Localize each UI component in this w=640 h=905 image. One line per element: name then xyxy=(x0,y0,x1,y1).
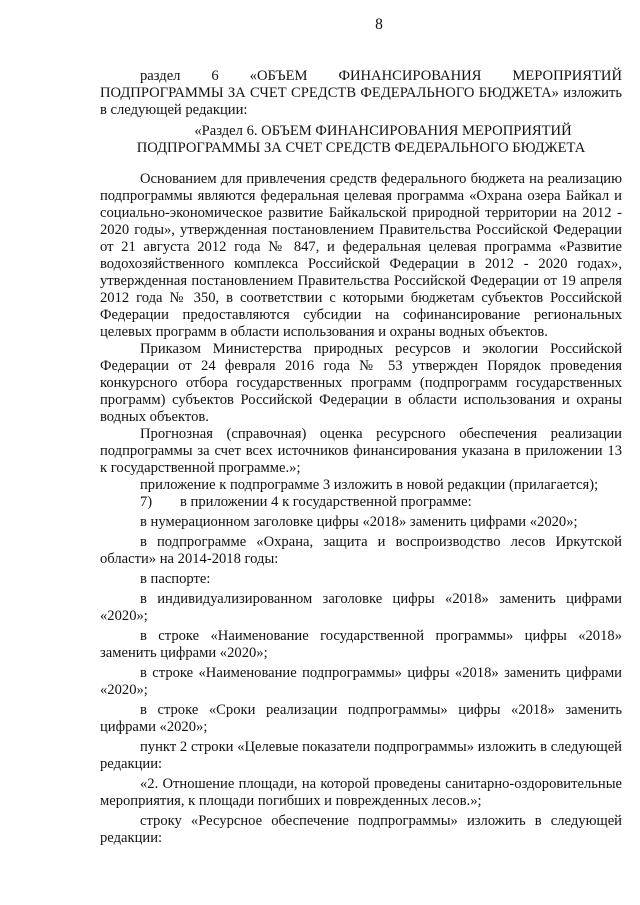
paragraph-passport: в паспорте: xyxy=(140,571,211,587)
paragraph-order: Приказом Министерства природных ресурсов и экологии Российской Федерации от 24 февраля 2016 года № 53 утвержден Порядок проведения конкурсного отбора государственных программ (подпрограмм государственных программ) субъектов Российской Федерации в области использования и охраны водных объектов. xyxy=(100,341,622,425)
paragraph-program-name: в строке «Наименование государственной программы» цифры «2018» заменить цифрами «2020»; xyxy=(100,628,622,661)
paragraph-terms: в строке «Сроки реализации подпрограммы» цифры «2018» заменить цифрами «2020»; xyxy=(100,702,622,735)
paragraph-target-indicators: пункт 2 строки «Целевые показатели подпрограммы» изложить в следующей редакции: xyxy=(100,739,622,772)
paragraph-forecast: Прогнозная (справочная) оценка ресурсного обеспечения реализации подпрограммы за счет всех источников финансирования указана в приложении 13 к государственной программе.»; xyxy=(100,426,622,476)
paragraph-indicator-2: «2. Отношение площади, на которой проведены санитарно-оздоровительные мероприятия, к площади погибших и поврежденных лесов.»; xyxy=(100,776,622,809)
paragraph-resource-support: строку «Ресурсное обеспечение подпрограммы» изложить в следующей редакции: xyxy=(100,813,622,846)
paragraph-subprogram-name: в строке «Наименование подпрограммы» цифры «2018» заменить цифрами «2020»; xyxy=(100,665,622,698)
list-item-7 xyxy=(100,494,622,511)
section-heading-line-1: «Раздел 6. ОБЪЕМ ФИНАНСИРОВАНИЯ МЕРОПРИЯТИЙ xyxy=(194,123,572,139)
list-item-text: в приложении 4 к государственной программе: xyxy=(180,494,472,510)
section-heading-line-2: ПОДПРОГРАММЫ ЗА СЧЕТ СРЕДСТВ ФЕДЕРАЛЬНОГО БЮДЖЕТА xyxy=(136,140,586,156)
paragraph-basis: Основанием для привлечения средств федерального бюджета на реализацию подпрограммы являются федеральная целевая программа «Охрана озера Байкал и социально-экономическое развитие Байкальской природной территории на 2012 - 2020 годы», утвержденная постановлением Правительства Российской Федерации от 21 августа 2012 года № 847, и федеральная целевая программа «Развитие водохозяйственного комплекса Российской Федерации в 2012 - 2020 годах», утвержденная постановлением Правительства Российской Федерации от 19 апреля 2012 года № 350, в соответствии с которыми бюджетам субъектов Российской Федерации предоставляются субсидии на софинансирование региональных целевых программ в области использования и охраны водных объектов. xyxy=(100,171,622,340)
section-heading xyxy=(100,123,622,157)
paragraph-numbering-header: в нумерационном заголовке цифры «2018» заменить цифрами «2020»; xyxy=(140,514,578,530)
intro-paragraph: раздел 6 «ОБЪЕМ ФИНАНСИРОВАНИЯ МЕРОПРИЯТИЙ ПОДПРОГРАММЫ ЗА СЧЕТ СРЕДСТВ ФЕДЕРАЛЬНОГО БЮДЖЕТА» изложить в следующей редакции: xyxy=(100,68,622,118)
paragraph-subprogram: в подпрограмме «Охрана, защита и воспроизводство лесов Иркутской области» на 2014-2018 годы: xyxy=(100,534,622,567)
list-item-number: 7) xyxy=(140,494,153,510)
page-number: 8 xyxy=(375,16,383,33)
paragraph-appendix: приложение к подпрограмме 3 изложить в новой редакции (прилагается); xyxy=(140,477,599,493)
paragraph-individual-header: в индивидуализированном заголовке цифры «2018» заменить цифрами «2020»; xyxy=(100,591,622,624)
